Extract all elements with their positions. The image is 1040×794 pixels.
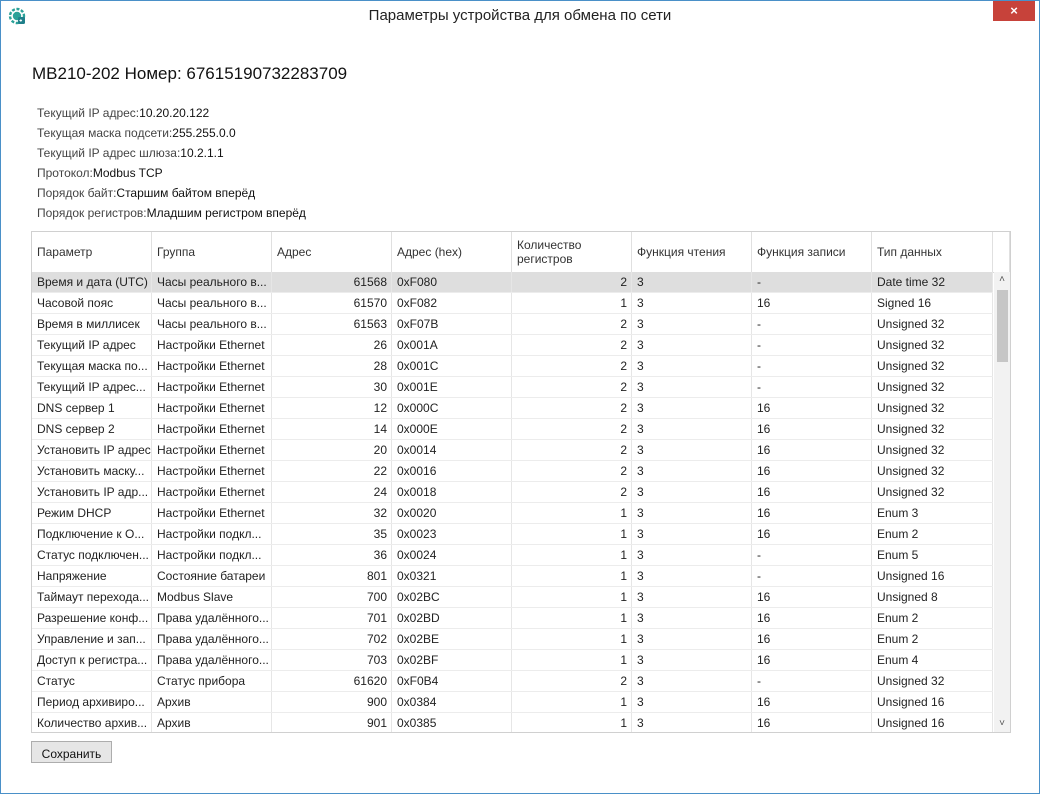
table-cell[interactable]: 0x0014	[392, 440, 512, 460]
table-cell[interactable]: 2	[512, 335, 632, 355]
table-cell[interactable]: Статус прибора	[152, 671, 272, 691]
column-header[interactable]: Адрес	[272, 232, 392, 272]
table-cell[interactable]: 0xF080	[392, 272, 512, 292]
table-cell[interactable]: 36	[272, 545, 392, 565]
table-cell[interactable]: 703	[272, 650, 392, 670]
table-cell[interactable]: 3	[632, 482, 752, 502]
table-cell[interactable]: 32	[272, 503, 392, 523]
table-cell[interactable]: Права удалённого...	[152, 629, 272, 649]
info-row	[37, 143, 306, 163]
table-cell[interactable]: 700	[272, 587, 392, 607]
table-cell[interactable]: Unsigned 32	[872, 440, 993, 460]
column-header[interactable]: Группа	[152, 232, 272, 272]
table-row[interactable]	[32, 650, 993, 671]
table-cell[interactable]: 2	[512, 356, 632, 376]
table-cell[interactable]: Enum 3	[872, 503, 993, 523]
info-value: 10.20.20.122	[139, 106, 210, 120]
table-cell[interactable]: DNS сервер 1	[32, 398, 152, 418]
table-cell[interactable]: 0x001A	[392, 335, 512, 355]
table-cell[interactable]: Подключение к О...	[32, 524, 152, 544]
table-cell[interactable]: 1	[512, 713, 632, 732]
table-cell[interactable]: 16	[752, 398, 872, 418]
save-button[interactable]: Сохранить	[31, 741, 112, 763]
table-cell[interactable]: 0x02BF	[392, 650, 512, 670]
table-cell[interactable]: 28	[272, 356, 392, 376]
table-cell[interactable]: 61620	[272, 671, 392, 691]
table-cell[interactable]: 0x000E	[392, 419, 512, 439]
table-cell[interactable]: 16	[752, 524, 872, 544]
table-cell[interactable]: Доступ к регистра...	[32, 650, 152, 670]
column-header[interactable]: Параметр	[32, 232, 152, 272]
table-row[interactable]	[32, 293, 993, 314]
info-row	[37, 183, 306, 203]
table-cell[interactable]: 3	[632, 335, 752, 355]
table-cell[interactable]: 61568	[272, 272, 392, 292]
table-row[interactable]	[32, 398, 993, 419]
table-row[interactable]	[32, 377, 993, 398]
table-cell[interactable]: Настройки Ethernet	[152, 503, 272, 523]
table-cell[interactable]: 0x0321	[392, 566, 512, 586]
table-cell[interactable]: 16	[752, 650, 872, 670]
table-cell[interactable]: Время и дата (UTC)	[32, 272, 152, 292]
table-cell[interactable]: 0x0018	[392, 482, 512, 502]
table-cell[interactable]: Unsigned 32	[872, 671, 993, 691]
close-button[interactable]	[993, 1, 1035, 21]
table-row[interactable]	[32, 545, 993, 566]
table-cell[interactable]: 1	[512, 629, 632, 649]
table-cell[interactable]: Unsigned 32	[872, 335, 993, 355]
table-cell[interactable]: Signed 16	[872, 293, 993, 313]
table-row[interactable]	[32, 440, 993, 461]
table-cell[interactable]: 16	[752, 503, 872, 523]
table-cell[interactable]: -	[752, 335, 872, 355]
table-cell[interactable]: 1	[512, 650, 632, 670]
table-cell[interactable]: 2	[512, 377, 632, 397]
table-cell[interactable]: Unsigned 32	[872, 377, 993, 397]
table-row[interactable]	[32, 587, 993, 608]
table-cell[interactable]: Управление и зап...	[32, 629, 152, 649]
table-cell[interactable]: Настройки Ethernet	[152, 356, 272, 376]
table-cell[interactable]: Enum 5	[872, 545, 993, 565]
table-cell[interactable]: Настройки Ethernet	[152, 419, 272, 439]
table-cell[interactable]: 3	[632, 377, 752, 397]
table-cell[interactable]: 0x02BC	[392, 587, 512, 607]
table-cell[interactable]: -	[752, 566, 872, 586]
info-row	[37, 123, 306, 143]
table-cell[interactable]: Настройки Ethernet	[152, 335, 272, 355]
table-cell[interactable]: 3	[632, 398, 752, 418]
table-cell[interactable]: 22	[272, 461, 392, 481]
table-cell[interactable]: 12	[272, 398, 392, 418]
table-cell[interactable]: 16	[752, 608, 872, 628]
device-title: МВ210-202 Номер: 67615190732283709	[32, 64, 348, 83]
table-cell[interactable]: Часовой пояс	[32, 293, 152, 313]
table-cell[interactable]: Unsigned 32	[872, 419, 993, 439]
table-cell[interactable]: 61570	[272, 293, 392, 313]
table-cell[interactable]: 0x0020	[392, 503, 512, 523]
table-cell[interactable]: 0x0384	[392, 692, 512, 712]
table-header	[32, 232, 1010, 273]
table-cell[interactable]: 3	[632, 545, 752, 565]
table-cell[interactable]: Состояние батареи	[152, 566, 272, 586]
table-cell[interactable]: Количество архив...	[32, 713, 152, 732]
table-cell[interactable]: Enum 2	[872, 524, 993, 544]
table-cell[interactable]: 2	[512, 671, 632, 691]
table-cell[interactable]: 0xF082	[392, 293, 512, 313]
table-cell[interactable]: 1	[512, 503, 632, 523]
table-cell[interactable]: 0x0016	[392, 461, 512, 481]
table-cell[interactable]: Права удалённого...	[152, 650, 272, 670]
info-label: Порядок регистров:	[37, 206, 147, 220]
table-cell[interactable]: 0x000C	[392, 398, 512, 418]
table-cell[interactable]: Период архивиро...	[32, 692, 152, 712]
table-cell[interactable]: 3	[632, 461, 752, 481]
scroll-down-icon[interactable]: ˅	[999, 718, 1005, 729]
table-cell[interactable]: Enum 4	[872, 650, 993, 670]
table-cell[interactable]: 0x0024	[392, 545, 512, 565]
info-label: Текущая маска подсети:	[37, 126, 173, 140]
table-cell[interactable]: Разрешение конф...	[32, 608, 152, 628]
table-cell[interactable]: Архив	[152, 692, 272, 712]
table-cell[interactable]: 3	[632, 692, 752, 712]
table-cell[interactable]: 3	[632, 293, 752, 313]
table-cell[interactable]: Unsigned 32	[872, 314, 993, 334]
table-cell[interactable]: Текущий IP адрес	[32, 335, 152, 355]
table-cell[interactable]: 16	[752, 713, 872, 732]
table-cell[interactable]: 0x02BE	[392, 629, 512, 649]
table-cell[interactable]: 1	[512, 545, 632, 565]
table-cell[interactable]: Unsigned 16	[872, 566, 993, 586]
table-cell[interactable]: 24	[272, 482, 392, 502]
table-cell[interactable]: 3	[632, 671, 752, 691]
table-cell[interactable]: Date time 32	[872, 272, 993, 292]
table-cell[interactable]: Установить маску...	[32, 461, 152, 481]
table-cell[interactable]: -	[752, 545, 872, 565]
table-cell[interactable]: 901	[272, 713, 392, 732]
table-cell[interactable]: Таймаут перехода...	[32, 587, 152, 607]
table-cell[interactable]: Архив	[152, 713, 272, 732]
table-cell[interactable]: 701	[272, 608, 392, 628]
table-cell[interactable]: Настройки Ethernet	[152, 440, 272, 460]
table-cell[interactable]: 0xF07B	[392, 314, 512, 334]
table-row[interactable]	[32, 524, 993, 545]
table-cell[interactable]: Часы реального в...	[152, 272, 272, 292]
table-row[interactable]	[32, 356, 993, 377]
table-row[interactable]	[32, 713, 993, 732]
info-value: Modbus TCP	[92, 166, 163, 180]
table-cell[interactable]: Unsigned 32	[872, 461, 993, 481]
table-cell[interactable]: Настройки Ethernet	[152, 377, 272, 397]
window-title: Параметры устройства для обмена по сети	[368, 7, 672, 24]
table-row[interactable]	[32, 629, 993, 650]
table-cell[interactable]: 3	[632, 587, 752, 607]
close-icon: ×	[1010, 3, 1018, 18]
table-row[interactable]	[32, 461, 993, 482]
table-row[interactable]	[32, 314, 993, 335]
table-cell[interactable]: 16	[752, 440, 872, 460]
info-label: Текущий IP адрес шлюза:	[37, 146, 181, 160]
table-cell[interactable]: 3	[632, 272, 752, 292]
table-cell[interactable]: 0xF0B4	[392, 671, 512, 691]
parameters-table	[31, 231, 1011, 733]
info-label: Порядок байт:	[37, 186, 117, 200]
table-cell[interactable]: Настройки Ethernet	[152, 482, 272, 502]
scroll-up-icon[interactable]: ˄	[999, 274, 1005, 285]
table-cell[interactable]: 2	[512, 482, 632, 502]
table-row[interactable]	[32, 608, 993, 629]
table-cell[interactable]: 1	[512, 566, 632, 586]
table-row[interactable]	[32, 566, 993, 587]
table-cell[interactable]: Unsigned 16	[872, 692, 993, 712]
table-body	[32, 272, 993, 732]
table-row[interactable]	[32, 692, 993, 713]
table-cell[interactable]: 3	[632, 440, 752, 460]
table-cell[interactable]: Настройки Ethernet	[152, 398, 272, 418]
network-info	[37, 103, 306, 223]
table-cell[interactable]: Текущая маска по...	[32, 356, 152, 376]
info-value: 10.2.1.1	[180, 146, 224, 160]
table-cell[interactable]: Напряжение	[32, 566, 152, 586]
table-cell[interactable]: Текущий IP адрес...	[32, 377, 152, 397]
table-cell[interactable]: Настройки подкл...	[152, 524, 272, 544]
table-cell[interactable]: 2	[512, 461, 632, 481]
table-cell[interactable]: 1	[512, 608, 632, 628]
table-row[interactable]	[32, 335, 993, 356]
table-cell[interactable]: 2	[512, 440, 632, 460]
table-cell[interactable]: -	[752, 356, 872, 376]
table-cell[interactable]: 3	[632, 314, 752, 334]
info-value: 255.255.0.0	[172, 126, 236, 140]
table-cell[interactable]: 801	[272, 566, 392, 586]
table-cell[interactable]: 1	[512, 692, 632, 712]
table-cell[interactable]: 16	[752, 461, 872, 481]
table-cell[interactable]: 3	[632, 650, 752, 670]
table-cell[interactable]: Настройки подкл...	[152, 545, 272, 565]
table-cell[interactable]: 2	[512, 398, 632, 418]
table-cell[interactable]: 26	[272, 335, 392, 355]
table-cell[interactable]: 16	[752, 692, 872, 712]
scroll-thumb[interactable]	[997, 290, 1008, 362]
table-cell[interactable]: 16	[752, 419, 872, 439]
table-cell[interactable]: 0x001E	[392, 377, 512, 397]
info-value: Старшим байтом вперёд	[116, 186, 256, 200]
table-cell[interactable]: 702	[272, 629, 392, 649]
table-cell[interactable]: 1	[512, 587, 632, 607]
table-cell[interactable]: 20	[272, 440, 392, 460]
table-cell[interactable]: Статус	[32, 671, 152, 691]
table-cell[interactable]: 3	[632, 356, 752, 376]
info-row	[37, 203, 306, 223]
table-cell[interactable]: DNS сервер 2	[32, 419, 152, 439]
column-header[interactable]: Функция чтения	[632, 232, 752, 272]
table-cell[interactable]: -	[752, 314, 872, 334]
table-cell[interactable]: 0x0385	[392, 713, 512, 732]
table-cell[interactable]: Unsigned 32	[872, 398, 993, 418]
table-cell[interactable]: 1	[512, 524, 632, 544]
table-cell[interactable]: 3	[632, 503, 752, 523]
table-cell[interactable]: Настройки Ethernet	[152, 461, 272, 481]
table-cell[interactable]: 61563	[272, 314, 392, 334]
table-cell[interactable]: Права удалённого...	[152, 608, 272, 628]
table-row[interactable]	[32, 419, 993, 440]
table-cell[interactable]: Статус подключен...	[32, 545, 152, 565]
table-cell[interactable]: Unsigned 32	[872, 482, 993, 502]
table-cell[interactable]: Часы реального в...	[152, 293, 272, 313]
info-label: Протокол:	[37, 166, 93, 180]
table-cell[interactable]: -	[752, 377, 872, 397]
table-cell[interactable]: 2	[512, 314, 632, 334]
table-cell[interactable]: Время в миллисек	[32, 314, 152, 334]
table-row[interactable]	[32, 503, 993, 524]
table-cell[interactable]: 16	[752, 587, 872, 607]
info-label: Текущий IP адрес:	[37, 106, 140, 120]
table-cell[interactable]: 3	[632, 419, 752, 439]
table-cell[interactable]: 16	[752, 629, 872, 649]
table-cell[interactable]: 14	[272, 419, 392, 439]
table-cell[interactable]: 3	[632, 713, 752, 732]
table-row[interactable]	[32, 482, 993, 503]
table-cell[interactable]: Часы реального в...	[152, 314, 272, 334]
table-cell[interactable]: 900	[272, 692, 392, 712]
column-header[interactable]: Тип данных	[872, 232, 993, 272]
info-row	[37, 163, 306, 183]
vertical-scrollbar[interactable]	[994, 272, 1010, 732]
column-header[interactable]: Адрес (hex)	[392, 232, 512, 272]
table-cell[interactable]: 0x001C	[392, 356, 512, 376]
table-cell[interactable]: 0x02BD	[392, 608, 512, 628]
table-cell[interactable]: Enum 2	[872, 608, 993, 628]
table-cell[interactable]: 2	[512, 419, 632, 439]
table-cell[interactable]: 0x0023	[392, 524, 512, 544]
table-cell[interactable]: 16	[752, 482, 872, 502]
table-cell[interactable]: Unsigned 16	[872, 713, 993, 732]
table-cell[interactable]: 30	[272, 377, 392, 397]
table-row[interactable]	[32, 671, 993, 692]
table-cell[interactable]: 3	[632, 566, 752, 586]
table-cell[interactable]: -	[752, 671, 872, 691]
table-cell[interactable]: 3	[632, 608, 752, 628]
title-bar	[1, 1, 1039, 31]
table-cell[interactable]: 2	[512, 272, 632, 292]
table-cell[interactable]: 16	[752, 293, 872, 313]
info-value: Младшим регистром вперёд	[146, 206, 306, 220]
table-cell[interactable]: Установить IP адрес	[32, 440, 152, 460]
table-row[interactable]	[32, 272, 993, 293]
column-header[interactable]: Количество регистров	[512, 232, 632, 272]
table-cell[interactable]: Modbus Slave	[152, 587, 272, 607]
column-header[interactable]: Функция записи	[752, 232, 872, 272]
table-cell[interactable]: Установить IP адр...	[32, 482, 152, 502]
table-cell[interactable]: Режим DHCP	[32, 503, 152, 523]
table-cell[interactable]: Unsigned 32	[872, 356, 993, 376]
table-cell[interactable]: Enum 2	[872, 629, 993, 649]
table-cell[interactable]: 1	[512, 293, 632, 313]
table-cell[interactable]: Unsigned 8	[872, 587, 993, 607]
table-cell[interactable]: -	[752, 272, 872, 292]
table-cell[interactable]: 3	[632, 524, 752, 544]
header-spacer	[993, 232, 1010, 272]
info-row	[37, 103, 306, 123]
table-cell[interactable]: 35	[272, 524, 392, 544]
table-cell[interactable]: 3	[632, 629, 752, 649]
